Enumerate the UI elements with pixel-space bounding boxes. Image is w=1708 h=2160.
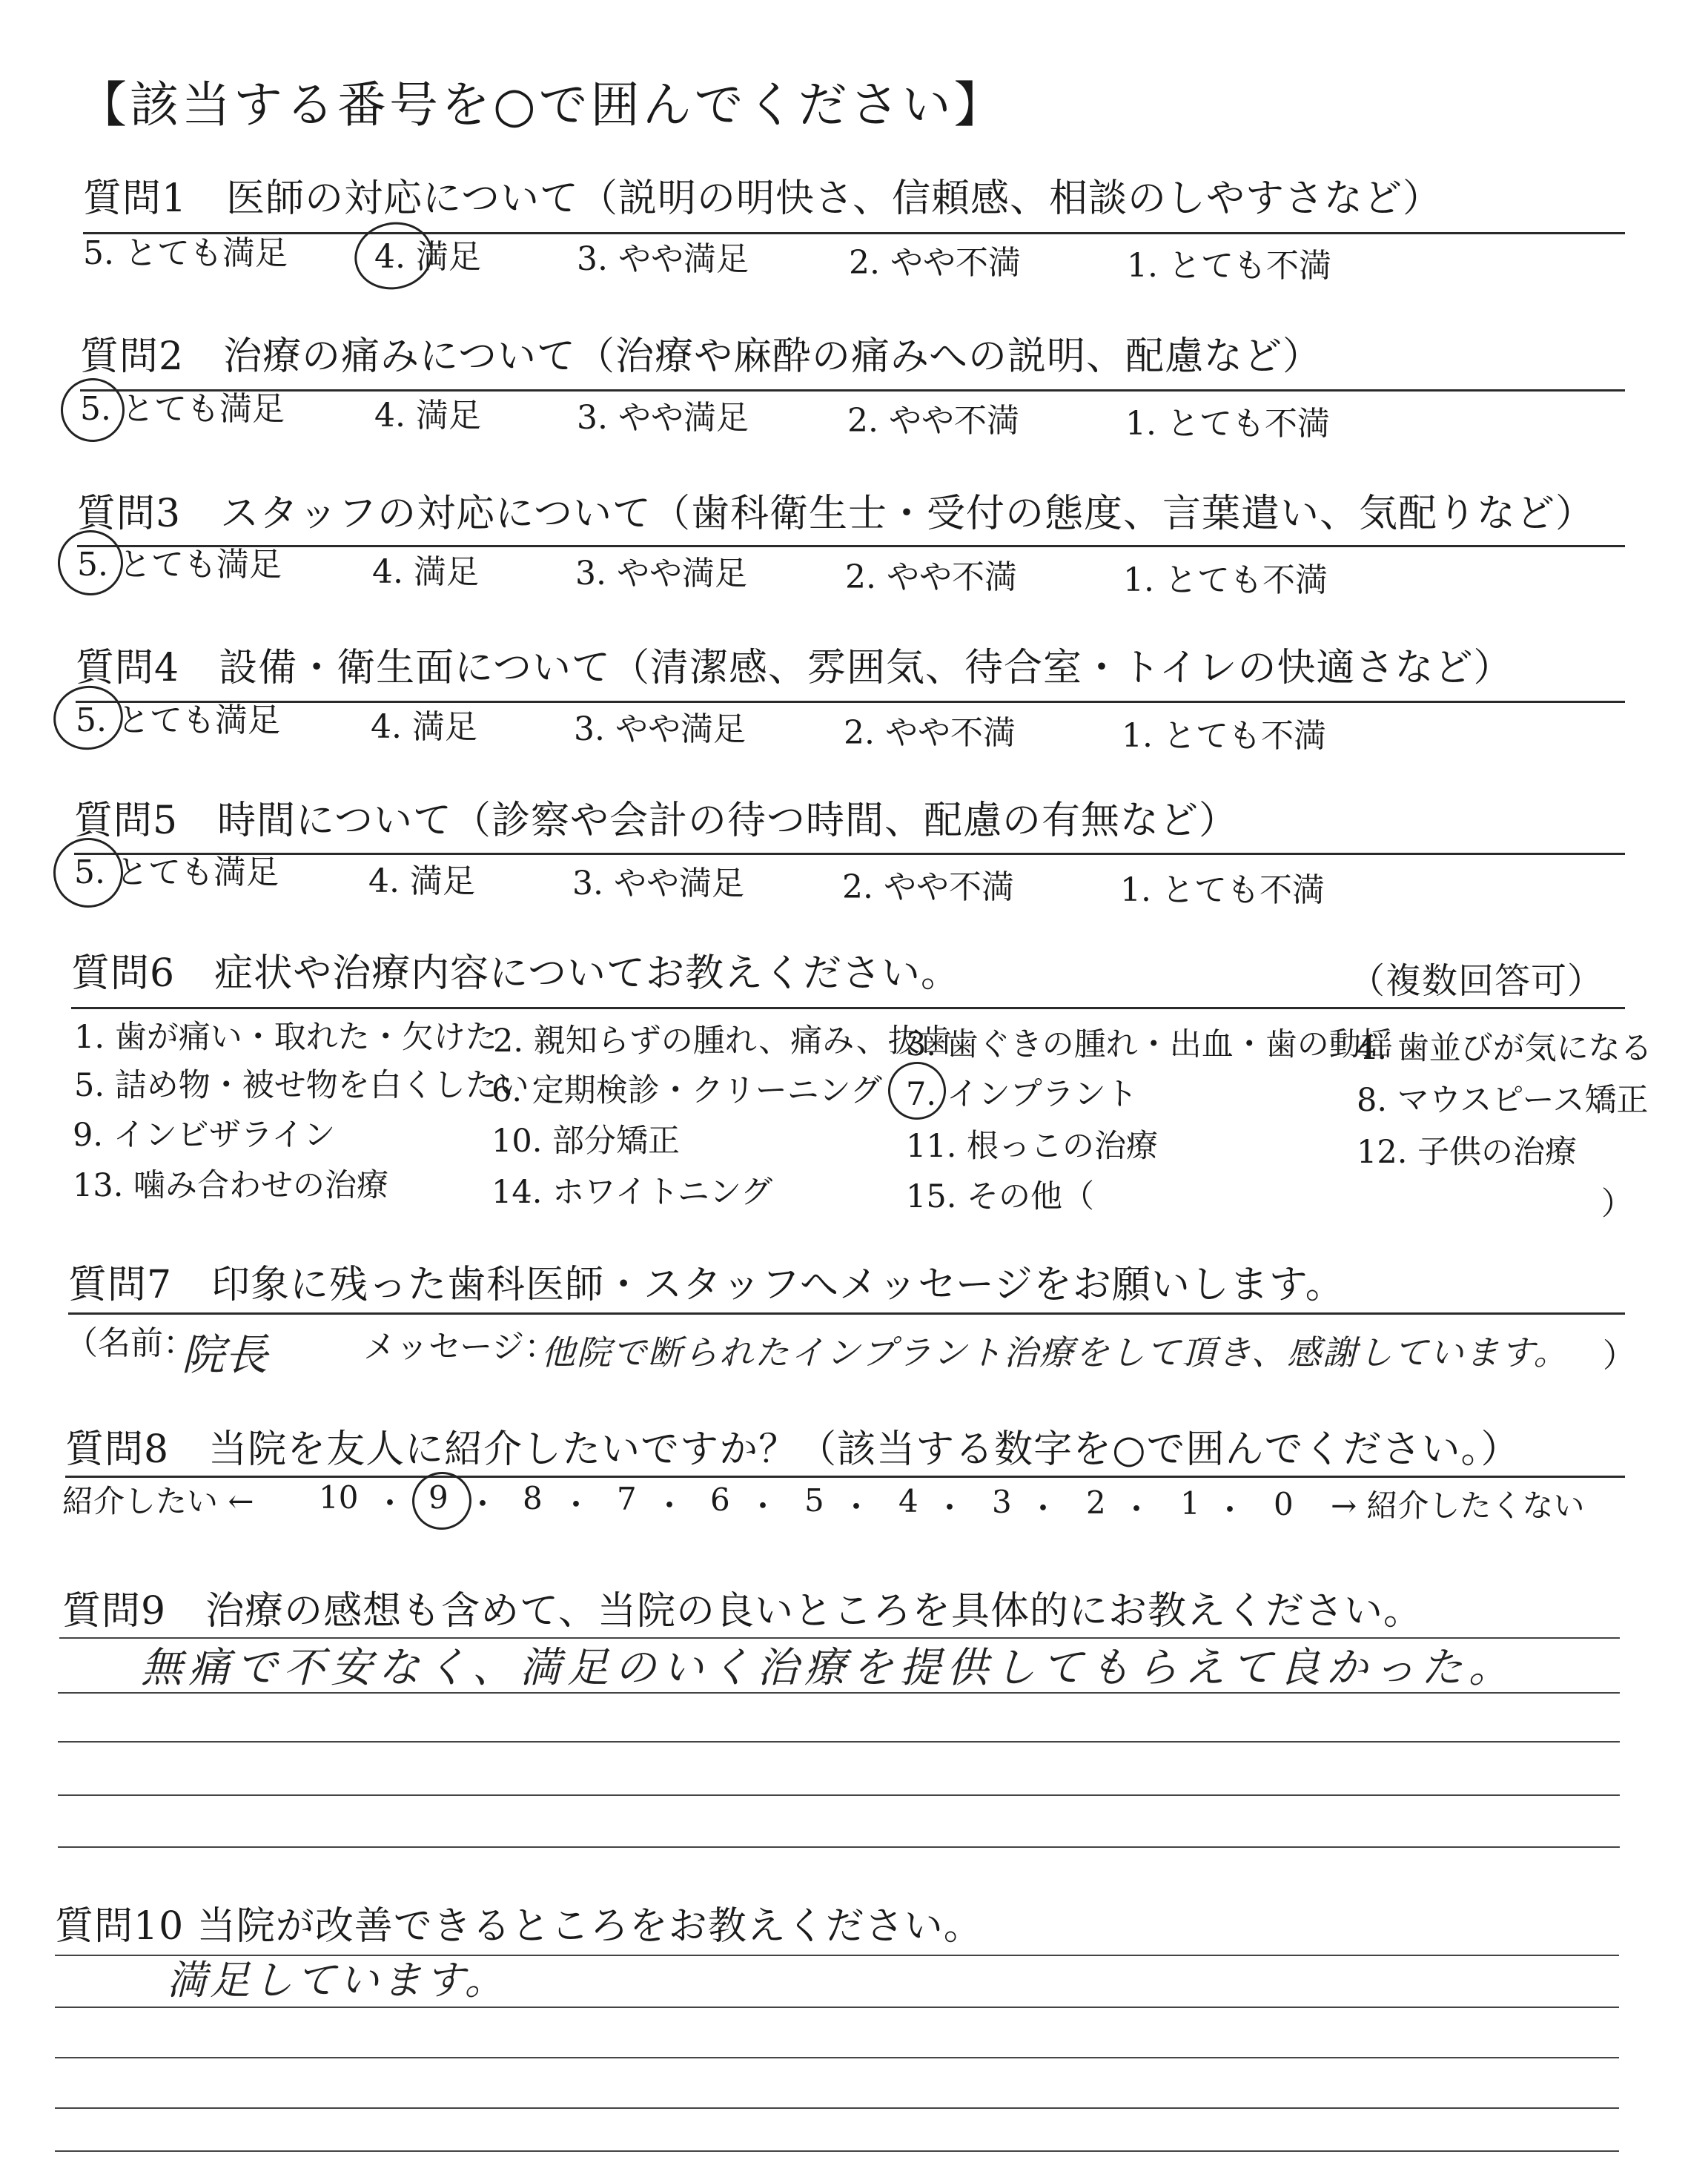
scale-separator: ・ <box>560 1487 592 1523</box>
symptom-item[interactable]: 8. マウスピース矯正 <box>1357 1082 1649 1119</box>
scale-separator: ・ <box>374 1485 406 1522</box>
answer-line <box>55 2007 1619 2008</box>
scale-value[interactable]: 5 <box>804 1482 824 1519</box>
answer-line <box>58 1846 1620 1848</box>
answer-line <box>58 1794 1620 1796</box>
question-9-title: 質問9 治療の感想も含めて、当院の良いところを具体的にお教えください。 <box>62 1589 1423 1634</box>
symptom-item[interactable]: 5. 詰め物・被せ物を白くしたい <box>74 1067 529 1104</box>
question-6-title: 質問6 症状や治療内容についてお教えください。 <box>71 951 961 996</box>
question-8-title: 質問8 当院を友人に紹介したいですか？（該当する数字を○で囲んでください。） <box>65 1427 1520 1472</box>
answer-line <box>55 1955 1619 1956</box>
question-4-title: 質問4 設備・衛生面について（清潔感、雰囲気、待合室・トイレの快適さなど） <box>76 646 1513 690</box>
question-3-title: 質問3 スタッフの対応について（歯科衛生士・受付の態度、言葉遣い、気配りなど） <box>77 492 1595 536</box>
q4-option-2[interactable]: 2. やや不満 <box>844 714 1016 752</box>
scale-value[interactable]: 9 <box>428 1479 448 1516</box>
q1-option-3[interactable]: 3. やや満足 <box>577 240 749 278</box>
page-title: 【該当する番号を○で囲んでください】 <box>78 76 1006 133</box>
symptom-item[interactable]: 10. 部分矯正 <box>491 1123 681 1160</box>
q3-option-3[interactable]: 3. やや満足 <box>575 555 747 592</box>
scale-separator: ・ <box>747 1488 779 1525</box>
q2-option-3[interactable]: 3. やや満足 <box>577 399 749 437</box>
scale-value[interactable]: 7 <box>617 1481 637 1517</box>
symptom-item[interactable]: 3. 歯ぐきの腫れ・出血・歯の動揺 <box>906 1026 1393 1063</box>
question-2-rule <box>80 389 1625 392</box>
answer-line <box>55 2107 1619 2109</box>
q1-selection-circle <box>348 215 439 297</box>
q4-option-4[interactable]: 4. 満足 <box>371 708 477 746</box>
q4-option-1[interactable]: 1. とても不満 <box>1122 717 1326 755</box>
q2-option-2[interactable]: 2. やや不満 <box>847 402 1019 440</box>
q3-option-1[interactable]: 1. とても不満 <box>1123 561 1328 599</box>
message-value[interactable]: 他院で断られたインプラント治療をして頂き、感謝しています。 <box>541 1332 1569 1373</box>
answer-line <box>58 1741 1620 1743</box>
symptom-item[interactable]: 13. 噛み合わせの治療 <box>73 1167 389 1204</box>
q3-option-4[interactable]: 4. 満足 <box>372 553 479 591</box>
scale-separator: ・ <box>467 1486 499 1522</box>
scale-value[interactable]: 2 <box>1086 1484 1106 1521</box>
scale-value[interactable]: 8 <box>523 1480 543 1516</box>
scale-right-label: → 紹介したくない <box>1331 1487 1585 1524</box>
question-10-title: 質問10 当院が改善できるところをお教えください。 <box>55 1904 983 1949</box>
q1-option-4[interactable]: 4. 満足 <box>374 238 481 276</box>
symptom-item[interactable]: 12. 子供の治療 <box>1357 1134 1578 1171</box>
message-close: ） <box>1603 1337 1635 1375</box>
symptom-item[interactable]: 9. インビザライン <box>73 1117 336 1154</box>
q1-option-2[interactable]: 2. やや不満 <box>849 244 1021 282</box>
q3-option-2[interactable]: 2. やや不満 <box>845 558 1017 596</box>
scale-left-label: 紹介したい ← <box>62 1483 254 1519</box>
answer-line <box>58 1692 1620 1694</box>
scale-separator: ・ <box>1121 1491 1153 1527</box>
q3-option-5[interactable]: 5. とても満足 <box>77 546 282 584</box>
q1-option-5[interactable]: 5. とても満足 <box>83 234 288 272</box>
symptom-item[interactable]: 1. 歯が痛い・取れた・欠けた <box>74 1019 497 1056</box>
name-value[interactable]: 院長 <box>182 1330 268 1380</box>
q1-option-1[interactable]: 1. とても不満 <box>1127 247 1331 285</box>
scale-value[interactable]: 1 <box>1180 1485 1200 1522</box>
q5-option-3[interactable]: 3. やや満足 <box>572 865 744 902</box>
q2-option-4[interactable]: 4. 満足 <box>374 397 481 435</box>
question-4-rule <box>76 701 1625 703</box>
question-3-rule <box>77 545 1625 547</box>
symptom-item[interactable]: 4. 歯並びが気になる <box>1357 1030 1652 1067</box>
question-6-rule <box>71 1007 1625 1009</box>
question-1-title: 質問1 医師の対応について（説明の明快さ、信頼感、相談のしやすさなど） <box>83 176 1442 221</box>
q4-option-5[interactable]: 5. とても満足 <box>76 701 280 739</box>
question-6-note: （複数回答可） <box>1349 960 1604 1002</box>
scale-separator: ・ <box>934 1490 966 1526</box>
q4-option-3[interactable]: 3. やや満足 <box>574 710 746 748</box>
question-5-title: 質問5 時間について（診察や会計の待つ時間、配慮の有無など） <box>74 799 1239 843</box>
q5-option-2[interactable]: 2. やや不満 <box>842 868 1014 906</box>
message-label: メッセージ： <box>363 1328 557 1366</box>
answer-line <box>55 2150 1619 2152</box>
question-1-rule <box>83 232 1625 234</box>
symptom-item[interactable]: 15. その他（ <box>906 1178 1095 1215</box>
q5-option-1[interactable]: 1. とても不満 <box>1120 871 1325 909</box>
question-10-answer[interactable]: 満足しています。 <box>167 1957 508 2004</box>
symptom-item[interactable]: 6. 定期検診・クリーニング <box>491 1072 882 1109</box>
q6-selection-circle <box>883 1057 952 1126</box>
question-8-rule <box>65 1476 1625 1478</box>
symptom-item[interactable]: 14. ホワイトニング <box>491 1174 773 1211</box>
scale-value[interactable]: 4 <box>898 1483 918 1519</box>
scale-value[interactable]: 10 <box>319 1479 359 1516</box>
symptom-item[interactable]: 11. 根っこの治療 <box>906 1128 1159 1165</box>
scale-separator: ・ <box>841 1489 873 1525</box>
question-2-title: 質問2 治療の痛みについて（治療や麻酔の痛みへの説明、配慮など） <box>80 334 1323 379</box>
name-label: （名前： <box>65 1324 196 1362</box>
scale-value[interactable]: 3 <box>992 1484 1012 1520</box>
question-7-title: 質問7 印象に残った歯科医師・スタッフへメッセージをお願いします。 <box>68 1263 1345 1307</box>
q5-option-4[interactable]: 4. 満足 <box>368 862 475 900</box>
scale-separator: ・ <box>654 1487 686 1524</box>
scale-separator: ・ <box>1214 1492 1246 1528</box>
symptom-other-close: ） <box>1601 1186 1633 1223</box>
question-9-answer[interactable]: 無痛で不安なく、満足のいく治療を提供してもらえて良かった。 <box>141 1644 1516 1692</box>
answer-line <box>55 2057 1619 2058</box>
scale-separator: ・ <box>1027 1490 1059 1527</box>
q5-option-5[interactable]: 5. とても満足 <box>74 853 279 891</box>
q2-option-5[interactable]: 5. とても満足 <box>80 390 285 428</box>
symptom-item[interactable]: 7. インプラント <box>906 1076 1138 1113</box>
scale-value[interactable]: 6 <box>710 1482 730 1518</box>
q2-option-1[interactable]: 1. とても不満 <box>1125 405 1330 443</box>
scale-value[interactable]: 0 <box>1274 1486 1294 1522</box>
symptom-item[interactable]: 2. 親知らずの腫れ、痛み、抜歯 <box>493 1023 952 1060</box>
question-7-rule <box>68 1312 1625 1315</box>
question-5-rule <box>74 853 1625 855</box>
